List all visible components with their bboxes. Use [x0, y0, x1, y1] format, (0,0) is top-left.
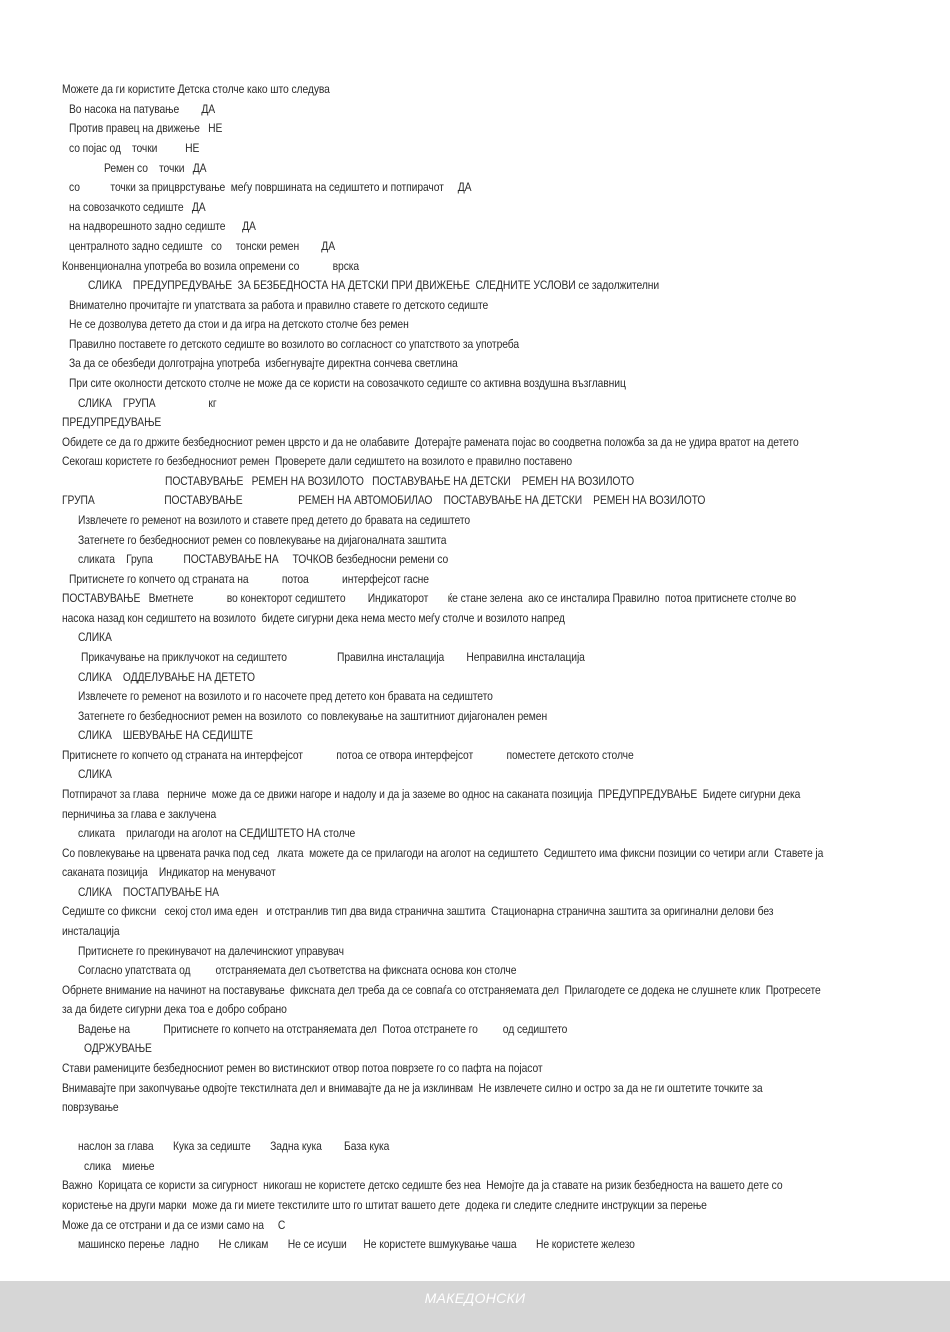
text-line: сликата прилагоди на аголот на СЕДИШТЕТО НА столче — [78, 826, 356, 840]
text-line: машинско перење ладно Не сликам Не се исуши Не користете вшмукување чаша Не користете железо — [78, 1237, 635, 1251]
text-line: СЛИКА — [78, 630, 112, 644]
text-line: наслон за глава Кука за седиште Задна кука База кука — [78, 1139, 390, 1153]
text-line: Правилно поставете го детското седиште во возилото во согласност со упатството за употреба — [69, 337, 520, 351]
text-line: Можете да ги користите Детска столче како што следува — [62, 82, 330, 96]
text-line: Со повлекување на црвената рачка под сед лката можете да се прилагоди на аголот на седиштето Седиштето има фиксни позиции со четири агли Ставете ја — [62, 846, 824, 860]
text-line: СЛИКА ШЕВУВАЊЕ НА СЕДИШТЕ — [78, 728, 253, 742]
text-line: Притиснете го копчето од страната на интерфејсот потоа се отвора интерфејсот поместете детското столче — [62, 748, 634, 762]
text-line: Секогаш користете го безбедносниот ремен Проверете дали седиштето на возилото е правилно поставено — [62, 454, 573, 468]
text-line: Во насока на патување ДА — [69, 102, 216, 116]
text-line: Внимателно прочитајте ги упатствата за работа и правилно ставете го детското седиште — [69, 298, 489, 312]
text-line: СЛИКА ПРЕДУПРЕДУВАЊЕ ЗА БЕЗБЕДНОСТА НА ДЕТСКИ ПРИ ДВИЖЕЊЕ СЛЕДНИТЕ УСЛОВИ се задолжителни — [88, 278, 660, 292]
text-line: ПОСТАВУВАЊЕ Вметнете во конекторот седиштето Индикаторот ќе стане зелена ако се инсталира Правилно потоа притиснете столче во — [62, 591, 797, 605]
text-line: СЛИКА ГРУПА кг — [78, 396, 217, 410]
text-line: При сите околности детското столче не може да се користи на совозачкото седиште со активна воздушна възглавниц — [69, 376, 626, 390]
text-line: перничиња за глава е заклучена — [62, 807, 217, 821]
text-line: користење на други марки може да ги миете текстилите што го штитат вашето дете додека ги следите следните инструкции за перење — [62, 1198, 707, 1212]
text-line: Конвенционална употреба во возила опремени со врска — [62, 259, 360, 273]
text-line: ГРУПА ПОСТАВУВАЊЕ РЕМЕН НА АВТОМОБИЛАО ПОСТАВУВАЊЕ НА ДЕТСКИ РЕМЕН НА ВОЗИЛОТО — [62, 493, 706, 507]
text-line: ПОСТАВУВАЊЕ РЕМЕН НА ВОЗИЛОТО ПОСТАВУВАЊЕ НА ДЕТСКИ РЕМЕН НА ВОЗИЛОТО — [165, 474, 635, 488]
text-line: ОДРЖУВАЊЕ — [84, 1041, 152, 1055]
text-line: Обидете се да го држите безбедносниот ремен цврсто и да не олабавите Дотерајте рамената појас во соодветна положба за да не удира вратот на детето — [62, 435, 799, 449]
text-line: на совозачкото седиште ДА — [69, 200, 206, 214]
text-line: Обрнете внимание на начинот на поставување фиксната дел треба да се совпаѓа со отстраняемата дел Прилагодете се додека не слушнете клик Протресете — [62, 983, 821, 997]
text-line: Внимавајте при закопчување одвојте текстилната дел и внимавајте да не ја изклинвам Не извлечете силно и остро за да не ги оштетите точките за — [62, 1081, 763, 1095]
text-line: Затегнете го безбедносниот ремен на возилото со повлекување на заштитниот дијагонален ремен — [78, 709, 548, 723]
text-line: Затегнете го безбедносниот ремен со повлекување на дијагоналната заштита — [78, 533, 447, 547]
text-line: Извлечете го ременот на возилото и го насочете пред детето кон бравата на седиштето — [78, 689, 493, 703]
text-line: централното задно седиште со тонски ремен ДА — [69, 239, 336, 253]
text-line: СЛИКА ОДДЕЛУВАЊЕ НА ДЕТЕТО — [78, 670, 255, 684]
text-line: саканата позиција Индикатор на менувачот — [62, 865, 276, 879]
text-line: Притиснете го прекинувачот на далечинскиот управувач — [78, 944, 344, 958]
text-line: СЛИКА — [78, 767, 112, 781]
text-line: Согласно упатствата од отстраняемата дел съответства на фиксната основа кон столче — [78, 963, 517, 977]
text-line: со појас од точки НЕ — [69, 141, 200, 155]
text-line: инсталација — [62, 924, 120, 938]
text-line: Не се дозволува детето да стои и да игра на детското столче без ремен — [69, 317, 409, 331]
text-line: насока назад кон седиштето на возилото бидете сигурни дека нема место меѓу столче и возилото напред — [62, 611, 565, 625]
text-line: со точки за прицврстување меѓу површината на седиштето и потпирачот ДА — [69, 180, 472, 194]
text-line: слика миење — [84, 1159, 155, 1173]
text-line: Извлечете го ременот на возилото и ставете пред детето до бравата на седиштето — [78, 513, 471, 527]
text-line: сликата Група ПОСТАВУВАЊЕ НА ТОЧКОВ безбедносни ремени со — [78, 552, 449, 566]
text-line: Против правец на движење НЕ — [69, 121, 223, 135]
text-line: СЛИКА ПОСТАПУВАЊЕ НА — [78, 885, 219, 899]
text-line: Може да се отстрани и да се изми само на С — [62, 1218, 286, 1232]
text-line: Важно Корицата се користи за сигурност никогаш не користете детско седиште без неа Немојте да ја ставате на ризик безбедноста на вашето дете со — [62, 1178, 783, 1192]
text-line: Седиште со фиксни секој стол има еден и отстранлив тип два вида странична заштита Стационарна странична заштита за оригинални делови без — [62, 904, 774, 918]
text-line: поврзување — [62, 1100, 119, 1114]
text-line: ПРЕДУПРЕДУВАЊЕ — [62, 415, 162, 429]
text-line: Потпирачот за глава перниче може да се движи нагоре и надолу и да ја заземе во однос на саканата позиција ПРЕДУПРЕДУВАЊЕ Бидете сигурни дека — [62, 787, 801, 801]
text-line: Прикачување на приклучокот на седиштето Правилна инсталација Неправилна инсталација — [81, 650, 585, 664]
text-line: Стави рамениците безбедносниот ремен во вистинскиот отвор потоа поврзете го со пафта на појасот — [62, 1061, 543, 1075]
text-line: за да бидете сигурни дека тоа е добро собрано — [62, 1002, 287, 1016]
text-line: Вадење на Притиснете го копчето на отстраняемата дел Потоа отстранете го од седиштето — [78, 1022, 568, 1036]
text-line: Притиснете го копчето од страната на потоа интерфејсот гасне — [69, 572, 429, 586]
page-footer — [0, 1281, 950, 1332]
text-line: За да се обезбеди долготрајна употреба избегнувајте директна сончева светлина — [69, 356, 458, 370]
text-line: на надворешното задно седиште ДА — [69, 219, 256, 233]
footer-language-label: МАКЕДОНСКИ — [424, 1290, 526, 1306]
text-line: Ремен со точки ДА — [104, 161, 207, 175]
